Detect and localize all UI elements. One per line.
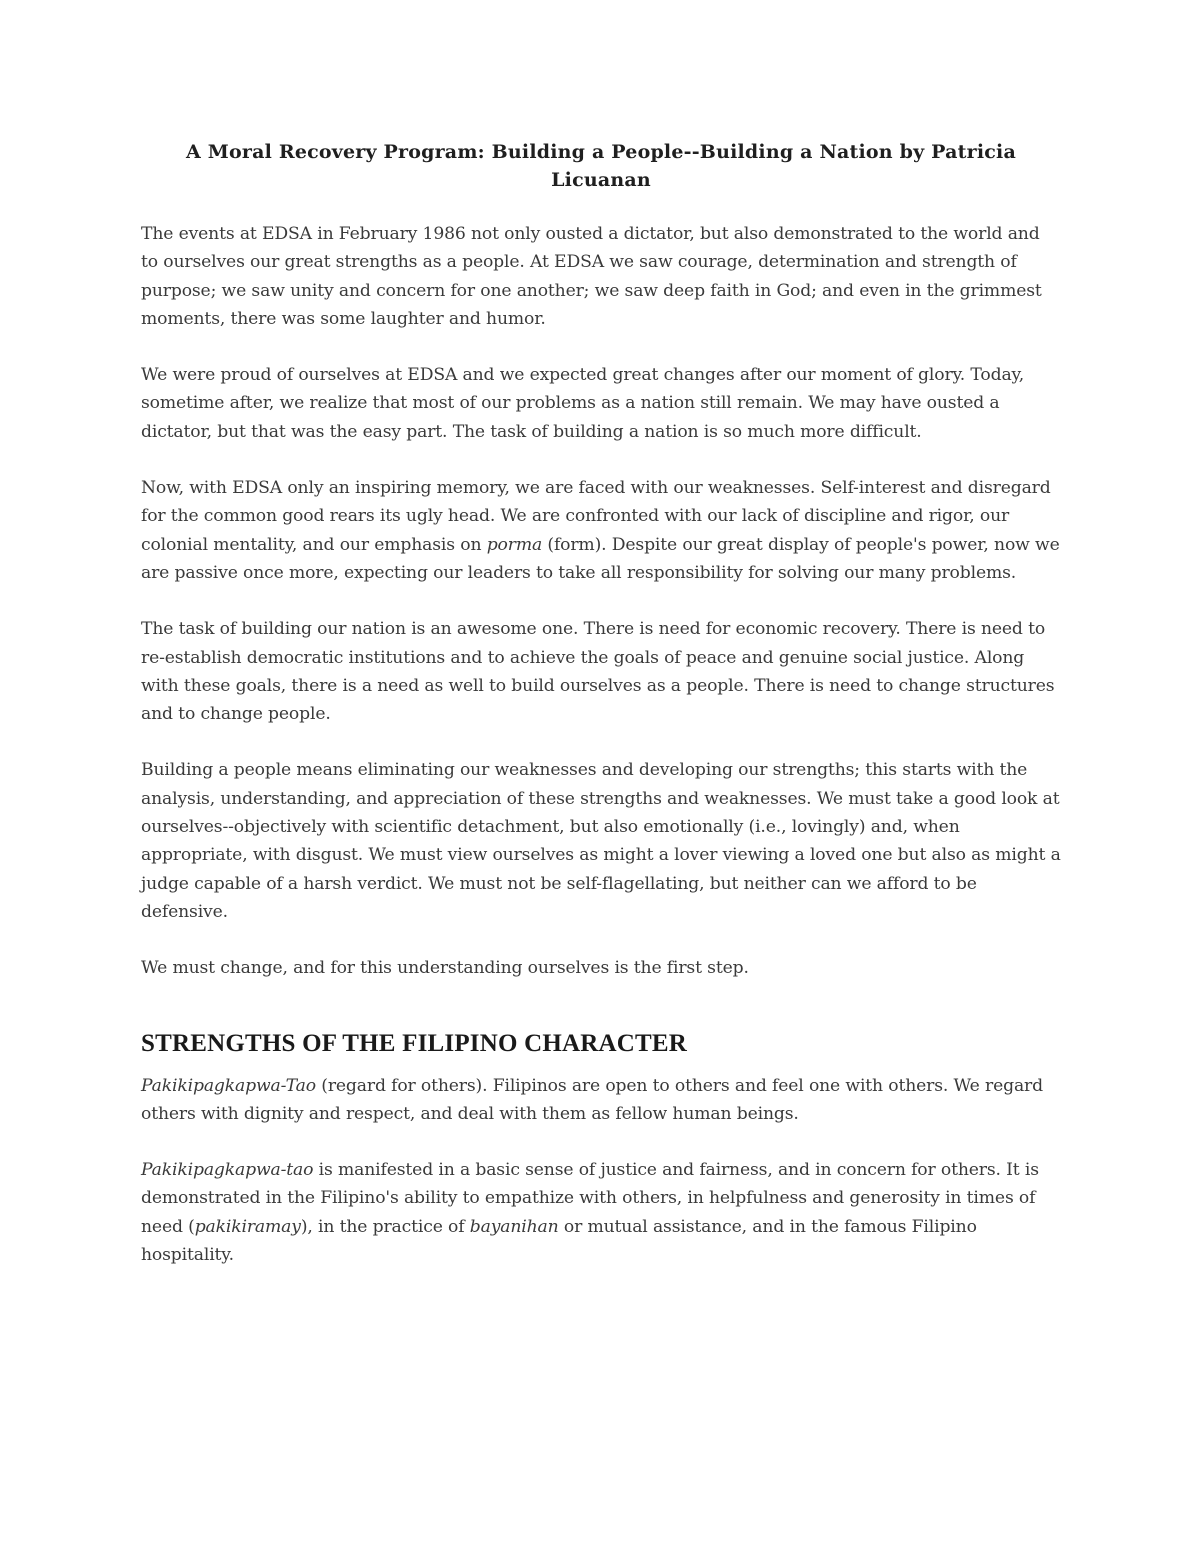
pakikiramay-term: pakikiramay (194, 1216, 301, 1237)
manifestation-text-3: or mutual assistance, and in the famous Filipino hospitality. (141, 1216, 977, 1266)
document-title: A Moral Recovery Program: Building a People--Building a Nation by Patricia Licuanan (186, 141, 1016, 191)
pakikipagkapwa-tao-term-2: Pakikipagkapwa-tao (141, 1160, 314, 1181)
section-heading-strengths: STRENGTHS OF THE FILIPINO CHARACTER (141, 1029, 687, 1057)
paragraph-pakikipagkapwa-tao-definition (141, 1072, 1061, 1129)
paragraph-weaknesses-text-end: (form). Despite our great display of people's power, now we are passive once more, expecting our leaders to take all responsibility for solving our many problems. (141, 534, 1060, 583)
document-page (141, 138, 1061, 1297)
paragraph-weaknesses-text-start: Now, with EDSA only an inspiring memory, we are faced with our weaknesses. Self-interest and disregard for the common good rears its ugly head. We are confronted with our lack of discipline and rigor, our colonial mentality, and our emphasis on (141, 478, 1051, 555)
definition-text: (regard for others). Filipinos are open to others and feel one with others. We regard others with dignity and respect, and deal with them as fellow human beings. (141, 1075, 1043, 1124)
manifestation-text-1: is manifested in a basic sense of justice and fairness, and in concern for others. It is demonstrated in the Filipino's ability to empathize with others, in helpfulness and generosity in times of need ( (141, 1160, 1039, 1237)
paragraph-we-must-change: We must change, and for this understanding ourselves is the first step. (141, 958, 749, 979)
manifestation-text-2: ), in the practice of (300, 1216, 470, 1237)
paragraph-building-a-people: Building a people means eliminating our weaknesses and developing our strengths; this starts with the analysis, understanding, and appreciation of these strengths and weaknesses. We must take a good look at ourselves--objectively with scientific detachment, but also emotionally (i.e., lovingly) and, when appropriate, with disgust. We must view ourselves as might a lover viewing a loved one but also as might a judge capable of a harsh verdict. We must not be self-flagellating, but neither can we afford to be defensive. (141, 760, 1061, 922)
paragraph-edsa-events: The events at EDSA in February 1986 not only ousted a dictator, but also demonstrated to the world and to ourselves our great strengths as a people. At EDSA we saw courage, determination and strength of purpose; we saw unity and concern for one another; we saw deep faith in God; and even in the grimmest moments, there was some laughter and humor. (141, 224, 1042, 329)
pakikipagkapwa-tao-term: Pakikipagkapwa-Tao (141, 1075, 316, 1096)
paragraph-pakikipagkapwa-tao-manifestation (141, 1156, 1061, 1269)
paragraph-weaknesses (141, 474, 1061, 587)
paragraph-task-of-building: The task of building our nation is an awesome one. There is need for economic recovery. There is need to re-establish democratic institutions and to achieve the goals of peace and genuine social justice. Along with these goals, there is a need as well to build ourselves as a people. There is need to change structures and to change people. (141, 619, 1055, 725)
porma-term: porma (486, 534, 543, 555)
bayanihan-term: bayanihan (469, 1216, 559, 1237)
paragraph-proud-of-ourselves: We were proud of ourselves at EDSA and we expected great changes after our moment of glory. Today, sometime after, we realize that most of our problems as a nation still remain. We may have ousted a dictator, but that was the easy part. The task of building a nation is so much more difficult. (141, 365, 1025, 442)
